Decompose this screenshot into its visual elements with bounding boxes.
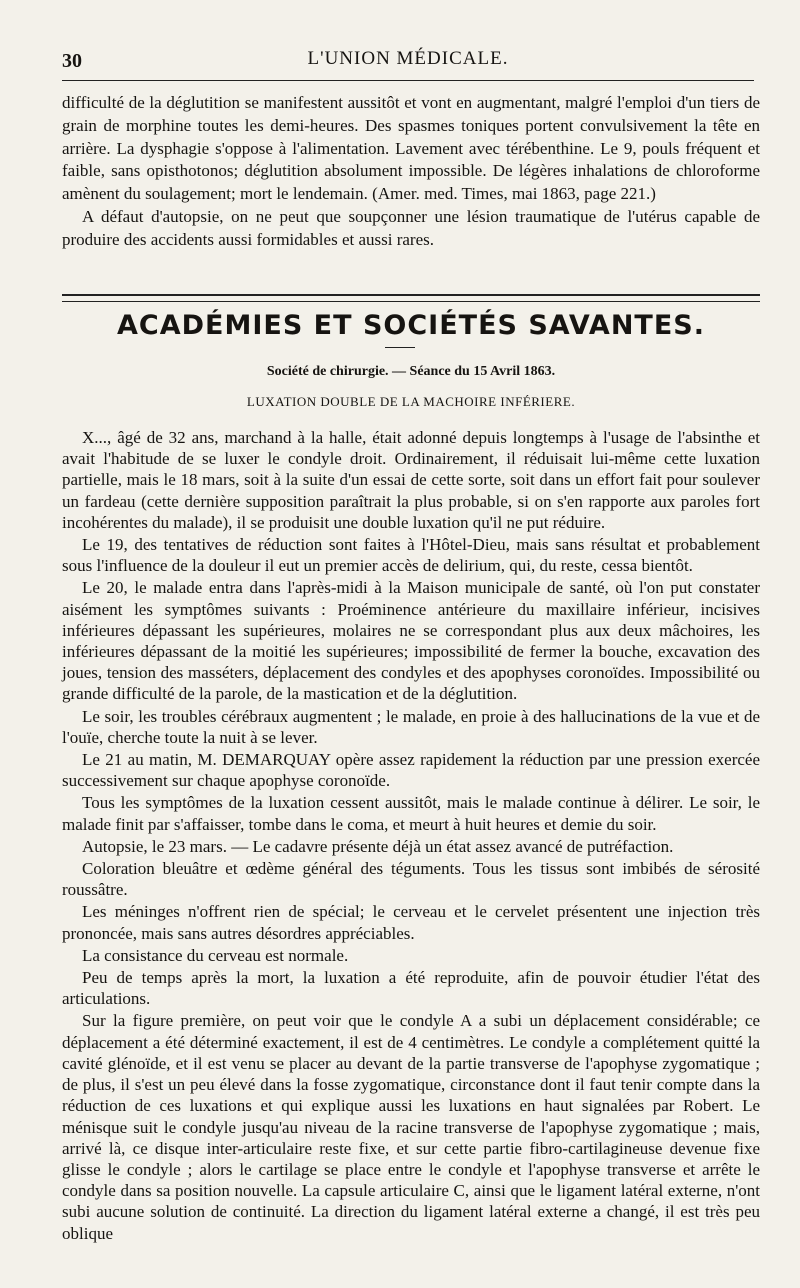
intro-paragraph: difficulté de la déglutition se manifestent aussitôt et vont en augmentant, malgré l'emploi d'un tiers de grain de morphine toutes les demi-heures. Des spasmes toniques portent convulsivement la tête en arrière. La dysphagie s'oppose à l'alimentation. Lavement avec térébenthine. Le 9, pouls fréquent et faible, sans opisthotonos; déglutition absolument impossible. De légères inhalations de chloroforme amènent du soulagement; mort le lendemain. (Amer. med. Times, mai 1863, page 221.) [62,93,760,204]
page-header [62,46,754,76]
section-separator [62,294,760,302]
title-rule [385,347,415,348]
paragraph: Le 21 au matin, M. DEMARQUAY opère assez rapidement la réduction par une pression exercée successivement sur chaque apophyse coronoïde. [62,750,760,791]
header-rule [62,80,754,81]
paragraph: Autopsie, le 23 mars. — Le cadavre présente déjà un état assez avancé de putréfaction. [82,836,674,856]
paragraph: Sur la figure première, on peut voir que le condyle A a subi un déplacement considérable; ce déplacement a été déterminé exactement, il est de 4 centimètres. Le condyle a complétement quitté la cavité glénoïde, et il est venu se placer au devant de la partie transverse de l'apophyse zygomatique ; de plus, il s'est un peu élevé dans la fosse zygomatique, circonstance dont il faut tenir compte dans la réduction de ces luxations et qui explique aussi les luxations en haut signalées par Robert. Le ménisque suit le condyle jusqu'au niveau de la racine transverse de l'apophyse zygomatique ; mais, arrivé là, ce disque inter-articulaire reste fixe, et sur cette partie fibro-cartilagineuse devenue fixe glisse le condyle ; alors le cartilage se place entre le condyle et l'apophyse transverse et arrête le condyle dans sa position nouvelle. La capsule articulaire C, ainsi que le ligament latéral externe, n'ont subi aucune solution de continuité. La direction du ligament latéral externe a changé, il est très peu oblique [62,1011,760,1243]
paragraph: Les méninges n'offrent rien de spécial; le cerveau et le cervelet présentent une injection très prononcée, mais sans autres désordres appréciables. [62,902,760,943]
paragraph: X..., âgé de 32 ans, marchand à la halle, était adonné depuis longtemps à l'usage de l'absinthe et avait l'habitude de se luxer le condyle droit. Ordinairement, il réduisait lui-même cette luxation partielle, mais le 18 mars, soit à la suite d'un essai de cette sorte, soit dans un effort fait pour soulever un fardeau (cette dernière supposition paraîtrait la plus probable, si on s'en rapporte aux paroles fort incohérentes du malade), il se produisit une double luxation qu'il ne put réduire. [62,428,760,532]
paragraph: Peu de temps après la mort, la luxation a été reproduite, afin de pouvoir étudier l'état des articulations. [62,968,760,1009]
paragraph: Le soir, les troubles cérébraux augmentent ; le malade, en proie à des hallucinations de la vue et de l'ouïe, cherche toute la nuit à se lever. [62,706,760,747]
intro-text [62,92,760,252]
intro-paragraph: A défaut d'autopsie, on ne peut que soupçonner une lésion traumatique de l'utérus capable de produire des accidents aussi formidables et aussi rares. [62,206,760,249]
article-subtitle: LUXATION DOUBLE DE LA MACHOIRE INFÉRIERE. [246,394,576,409]
paragraph: Tous les symptômes de la luxation cessent aussitôt, mais le malade continue à délirer. Le soir, le malade finit par s'affaisser, tombe dans le coma, et meurt à huit heures et demie du soir. [62,793,760,834]
page-number: 30 [62,50,82,72]
section-title: ACADÉMIES ET SOCIÉTÉS SAVANTES. [117,310,705,341]
paragraph: Coloration bleuâtre et œdème général des téguments. Tous les tissus sont imbibés de sérosité roussâtre. [62,859,760,900]
society-line: Société de chirurgie. — Séance du 15 Avril 1863. [266,364,556,379]
running-title: L'UNION MÉDICALE. [307,48,509,69]
paragraph: Le 20, le malade entra dans l'après-midi à la Maison municipale de santé, où l'on put constater aisément les symptômes suivants : Proéminence antérieure du maxillaire inférieur, incisives inférieures dépassant les supérieures, molaires ne se correspondant plus aux deux mâchoires, les inférieures dépassant de la moitié les supérieures; impossibilité de fermer la bouche, excavation des joues, tension des masséters, déplacement des condyles et des apophyses coronoïdes. Impossibilité ou grande difficulté de la parole, de la mastication et de la déglutition. [62,578,760,704]
article-body [62,427,760,1245]
paragraph: La consistance du cerveau est normale. [82,945,349,965]
paragraph: Le 19, des tentatives de réduction sont faites à l'Hôtel-Dieu, mais sans résultat et probablement sous l'influence de la douleur il eut un premier accès de delirium, qui, du reste, cessa bientôt. [62,535,760,576]
